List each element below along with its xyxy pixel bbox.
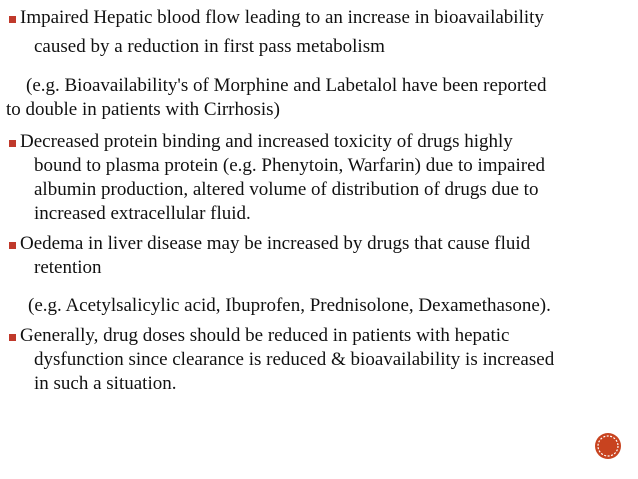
bullet-text-line: Impaired Hepatic blood flow leading to an increase in bioavailability [20, 7, 544, 28]
bullet-text-line: Generally, drug doses should be reduced in patients with hepatic [20, 325, 510, 346]
example-text-line: (e.g. Bioavailability's of Morphine and Labetalol have been reported [26, 75, 547, 96]
bullet-marker [9, 16, 16, 23]
bullet-text-line: caused by a reduction in first pass metabolism [34, 36, 385, 57]
slide-nav-button[interactable] [594, 432, 622, 460]
bullet-text-line: retention [34, 257, 102, 278]
bullet-marker [9, 242, 16, 249]
bullet-text-line: increased extracellular fluid. [34, 203, 251, 224]
example-text-line: (e.g. Acetylsalicylic acid, Ibuprofen, Prednisolone, Dexamethasone). [28, 295, 551, 316]
bullet-text-line: albumin production, altered volume of distribution of drugs due to [34, 179, 539, 200]
bullet-marker [9, 140, 16, 147]
bullet-text-line: dysfunction since clearance is reduced & bioavailability is increased [34, 349, 555, 370]
example-text-line: to double in patients with Cirrhosis) [6, 99, 280, 120]
bullet-text-line: in such a situation. [34, 373, 177, 394]
circular-arrow-icon [594, 432, 622, 460]
bullet-text-line: bound to plasma protein (e.g. Phenytoin, Warfarin) due to impaired [34, 155, 545, 176]
bullet-text-line: Oedema in liver disease may be increased by drugs that cause fluid [20, 233, 531, 254]
bullet-marker [9, 334, 16, 341]
bullet-text-line: Decreased protein binding and increased toxicity of drugs highly [20, 131, 513, 152]
